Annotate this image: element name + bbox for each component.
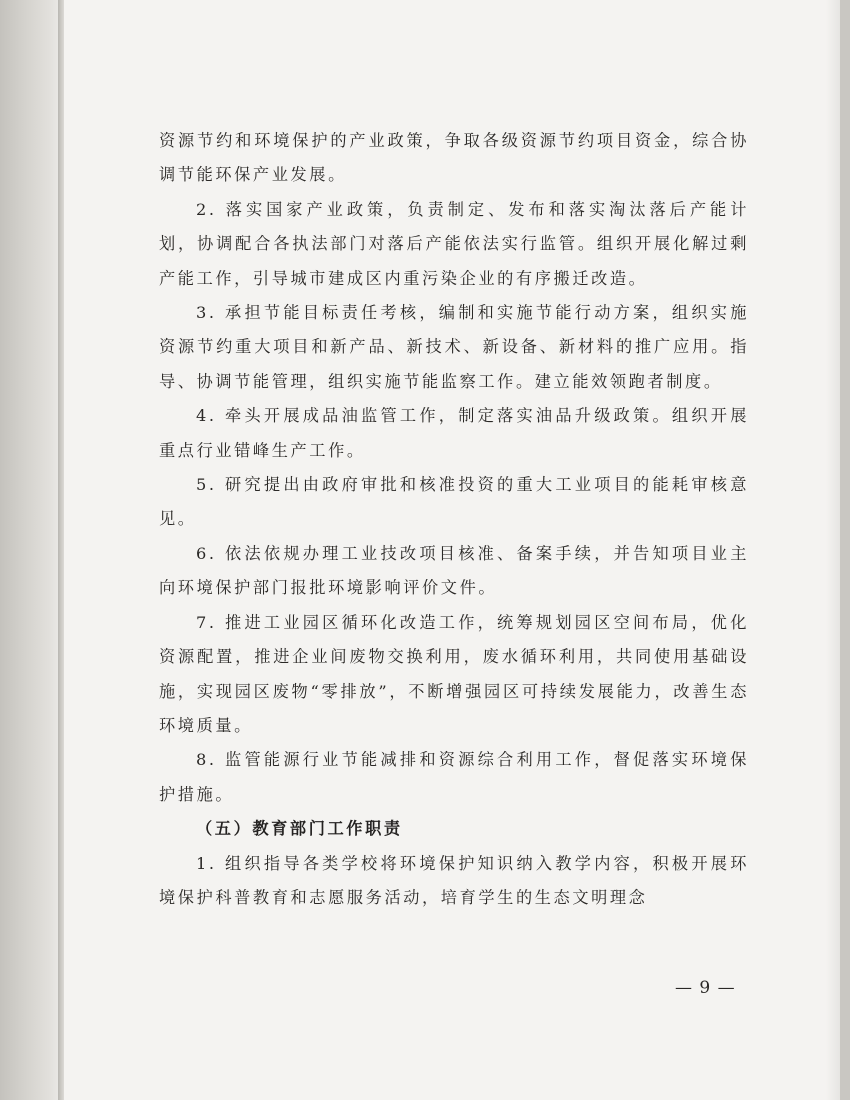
paragraph-item-7: 7. 推进工业园区循环化改造工作，统筹规划园区空间布局，优化资源配置，推进企业间废物交换利用，废水循环利用，共同使用基础设施，实现园区废物“零排放”，不断增强园区可持续发展能力，改善生态环境质量。 — [159, 612, 749, 735]
paragraph-item-2: 2. 落实国家产业政策，负责制定、发布和落实淘汰落后产能计划，协调配合各执法部门对落后产能依法实行监管。组织开展化解过剩产能工作，引导城市建成区内重污染企业的有序搬迁改造。 — [159, 199, 749, 288]
paragraph-item-5: 5. 研究提出由政府审批和核准投资的重大工业项目的能耗审核意见。 — [159, 475, 749, 529]
paragraph-item-3: 3. 承担节能目标责任考核，编制和实施节能行动方案，组织实施资源节约重大项目和新产品、新技术、新设备、新材料的推广应用。指导、协调节能管理，组织实施节能监察工作。建立能效领跑者制度。 — [159, 303, 749, 391]
paragraph-item-4: 4. 牵头开展成品油监管工作，制定落实油品升级政策。组织开展重点行业错峰生产工作。 — [159, 406, 749, 460]
section-heading-education: （五）教育部门工作职责 — [196, 819, 403, 839]
document-page — [64, 0, 840, 1100]
paragraph-item-6: 6. 依法依规办理工业技改项目核准、备案手续，并告知项目业主向环境保护部门报批环境影响评价文件。 — [159, 543, 749, 598]
document-body — [159, 124, 749, 915]
paragraph-education-item-1: 1. 组织指导各类学校将环境保护知识纳入教学内容，积极开展环境保护科普教育和志愿服务活动，培育学生的生态文明理念 — [159, 853, 749, 907]
scan-left-edge — [0, 0, 62, 1100]
paragraph-item-8: 8. 监管能源行业节能减排和资源综合利用工作，督促落实环境保护措施。 — [159, 750, 749, 804]
page-number: — 9 — — [675, 978, 736, 998]
paragraph-continuation: 资源节约和环境保护的产业政策，争取各级资源节约项目资金，综合协调节能环保产业发展。 — [159, 131, 749, 185]
